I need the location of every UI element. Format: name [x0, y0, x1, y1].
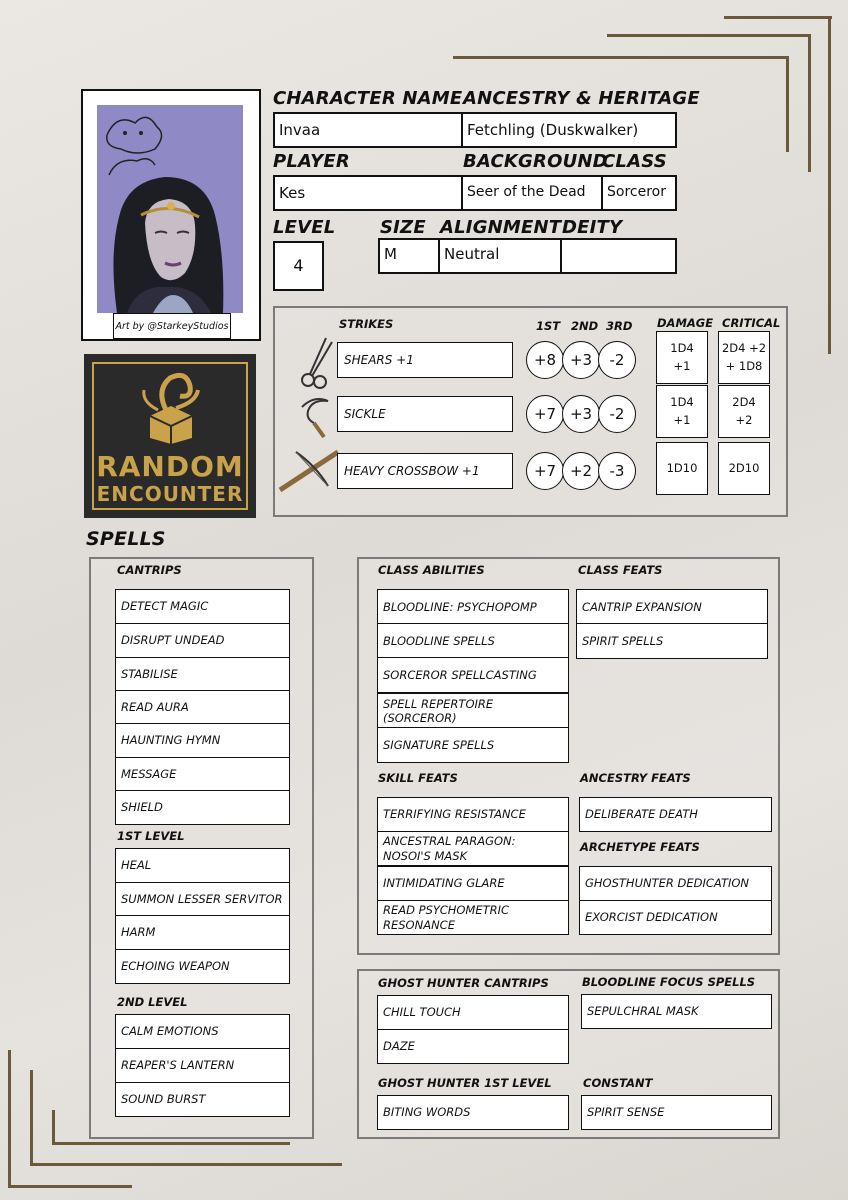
portrait-image — [97, 105, 243, 313]
gh-cantrip-cell[interactable]: CHILL TOUCH — [377, 995, 569, 1030]
background-label: BACKGROUND — [463, 151, 608, 172]
alignment-label: ALIGNMENT — [440, 217, 562, 238]
level2-spell-cell[interactable]: REAPER'S LANTERN — [115, 1048, 290, 1083]
bloodline-focus-cell[interactable]: SEPULCHRAL MASK — [581, 994, 772, 1029]
frame-line — [453, 56, 789, 59]
level-value: 4 — [293, 256, 304, 275]
class-ability-cell[interactable]: SPELL REPERTOIRE (SORCEROR) — [377, 693, 569, 729]
ancestry-feats-label: ANCESTRY FEATS — [580, 771, 691, 785]
critical-box-line1: 2D10 — [728, 460, 760, 475]
character-name-label: CHARACTER NAME — [273, 88, 463, 109]
sickle-icon — [294, 393, 340, 439]
frame-line — [52, 1110, 55, 1145]
damage-box-text — [667, 460, 698, 477]
frame-line — [52, 1142, 290, 1145]
level1-spell-cell[interactable]: SUMMON LESSER SERVITOR — [115, 882, 290, 917]
size-value: M — [384, 245, 397, 263]
bloodline-focus-label: BLOODLINE FOCUS SPELLS — [582, 975, 756, 989]
player-value: Kes — [279, 184, 306, 202]
portrait-credit: Art by @StarkeyStudios — [113, 313, 231, 339]
skill-feat-cell[interactable]: READ PSYCHOMETRIC RESONANCE — [377, 900, 569, 935]
class-ability-cell[interactable]: BLOODLINE SPELLS — [377, 623, 569, 659]
level1-spell-cell[interactable]: HARM — [115, 915, 290, 950]
critical-box-line2: + 1D8 — [725, 358, 763, 373]
character-name-value: Invaa — [279, 121, 321, 139]
cantrip-spell-cell[interactable]: DETECT MAGIC — [115, 589, 290, 624]
class-feats-label: CLASS FEATS — [578, 563, 663, 577]
critical-box[interactable] — [718, 442, 770, 495]
spells-title: SPELLS — [86, 528, 166, 550]
frame-line — [8, 1185, 132, 1188]
cantrip-spell-cell[interactable]: STABILISE — [115, 657, 290, 692]
ancestry-field[interactable] — [461, 112, 677, 148]
skill-feat-cell[interactable]: TERRIFYING RESISTANCE — [377, 797, 569, 832]
frame-line — [607, 34, 811, 37]
critical-box-line1: 2D4 — [732, 395, 756, 410]
tentacle-box-icon — [136, 372, 206, 444]
skill-feats-label: SKILL FEATS — [378, 771, 458, 785]
col-3rd-label: 3RD — [606, 319, 633, 333]
level2-label: 2ND LEVEL — [117, 995, 188, 1009]
ancestry-feat-cell[interactable]: DELIBERATE DEATH — [579, 797, 772, 832]
frame-line — [724, 16, 832, 19]
attack-bonus-second[interactable]: +2 — [562, 452, 600, 490]
class-ability-cell[interactable]: SORCEROR SPELLCASTING — [377, 657, 569, 693]
ancestry-value: Fetchling (Duskwalker) — [467, 121, 639, 139]
damage-box[interactable] — [656, 442, 708, 495]
damage-box[interactable] — [656, 385, 708, 438]
frame-line — [8, 1050, 11, 1188]
cantrip-spell-cell[interactable]: HAUNTING HYMN — [115, 723, 290, 758]
damage-box-line2: +1 — [673, 412, 691, 427]
damage-box-line1: 1D4 — [670, 395, 694, 410]
critical-box-line2: +2 — [735, 412, 753, 427]
critical-box[interactable] — [718, 385, 770, 438]
size-label: SIZE — [380, 217, 426, 238]
player-field[interactable] — [273, 175, 463, 211]
class-abilities-label: CLASS ABILITIES — [378, 563, 485, 577]
class-label: CLASS — [602, 151, 667, 172]
cantrip-spell-cell[interactable]: SHIELD — [115, 790, 290, 825]
gh-cantrips-label: GHOST HUNTER CANTRIPS — [378, 976, 549, 990]
random-encounter-logo — [84, 354, 256, 518]
level-label: LEVEL — [273, 217, 336, 238]
attack-bonus-second[interactable]: +3 — [562, 341, 600, 379]
level1-spell-cell[interactable]: HEAL — [115, 848, 290, 883]
background-field[interactable] — [461, 175, 603, 211]
critical-box-text — [732, 394, 756, 429]
background-value: Seer of the Dead — [467, 184, 586, 200]
archetype-feat-cell[interactable]: GHOSTHUNTER DEDICATION — [579, 866, 772, 901]
cantrip-spell-cell[interactable]: DISRUPT UNDEAD — [115, 623, 290, 658]
cantrips-label: CANTRIPS — [117, 563, 182, 577]
level2-spell-cell[interactable]: SOUND BURST — [115, 1082, 290, 1117]
damage-box-line1: 1D4 — [670, 341, 694, 356]
class-ability-cell[interactable]: BLOODLINE: PSYCHOPOMP — [377, 589, 569, 625]
frame-line — [30, 1070, 33, 1166]
ancestry-label: ANCESTRY & HERITAGE — [463, 88, 700, 109]
constant-label: CONSTANT — [583, 1076, 653, 1090]
col-damage-label: DAMAGE — [657, 316, 714, 330]
col-critical-label: CRITICAL — [722, 316, 781, 330]
attack-bonus-first[interactable]: +8 — [526, 341, 564, 379]
attack-bonus-third[interactable]: -2 — [598, 341, 636, 379]
gh-level1-label: GHOST HUNTER 1ST LEVEL — [378, 1076, 552, 1090]
archetype-feats-label: ARCHETYPE FEATS — [580, 840, 700, 854]
deity-field[interactable] — [560, 238, 677, 274]
class-field[interactable] — [601, 175, 677, 211]
cantrip-spell-cell[interactable]: MESSAGE — [115, 757, 290, 792]
level2-spell-cell[interactable]: CALM EMOTIONS — [115, 1014, 290, 1049]
size-field[interactable] — [378, 238, 440, 274]
damage-box-text — [670, 394, 694, 429]
frame-line — [786, 56, 789, 152]
class-feat-cell[interactable]: SPIRIT SPELLS — [576, 623, 768, 659]
class-feat-cell[interactable]: CANTRIP EXPANSION — [576, 589, 768, 625]
crossbow-icon — [276, 446, 342, 494]
level1-spell-cell[interactable]: ECHOING WEAPON — [115, 949, 290, 984]
portrait-frame — [81, 89, 261, 341]
cantrip-spell-cell[interactable]: READ AURA — [115, 690, 290, 725]
critical-box-text — [722, 340, 766, 375]
frame-line — [808, 34, 811, 172]
attack-bonus-third[interactable]: -2 — [598, 395, 636, 433]
col-1st-label: 1ST — [536, 319, 561, 333]
critical-box-line1: 2D4 +2 — [721, 341, 767, 356]
gh-level1-cell[interactable]: BITING WORDS — [377, 1095, 569, 1130]
skill-feat-cell[interactable]: ANCESTRAL PARAGON: NOSOI'S MASK — [377, 831, 569, 866]
frame-line — [30, 1163, 342, 1166]
damage-box-line1: 1D10 — [666, 460, 698, 475]
frame-line — [828, 16, 831, 354]
critical-box[interactable] — [718, 331, 770, 384]
col-2nd-label: 2ND — [571, 319, 599, 333]
level1-label: 1ST LEVEL — [117, 829, 185, 843]
alignment-field[interactable] — [438, 238, 562, 274]
attack-bonus-first[interactable]: +7 — [526, 452, 564, 490]
attack-bonus-third[interactable]: -3 — [598, 452, 636, 490]
shears-icon — [296, 334, 340, 390]
strike-name-field[interactable]: SICKLE — [337, 396, 513, 432]
logo-text-encounter: ENCOUNTER — [96, 482, 244, 506]
character-name-field[interactable] — [273, 112, 463, 148]
level-field[interactable] — [273, 241, 324, 291]
strikes-label: STRIKES — [339, 317, 394, 331]
player-label: PLAYER — [273, 151, 350, 172]
deity-label: DEITY — [562, 217, 623, 238]
critical-box-text — [729, 460, 760, 477]
strike-name-field[interactable]: SHEARS +1 — [337, 342, 513, 378]
constant-spell-cell[interactable]: SPIRIT SENSE — [581, 1095, 772, 1130]
skill-feat-cell[interactable]: INTIMIDATING GLARE — [377, 866, 569, 901]
character-portrait-icon — [97, 105, 243, 313]
strike-name-field[interactable]: HEAVY CROSSBOW +1 — [337, 453, 513, 489]
class-value: Sorceror — [607, 184, 666, 200]
logo-text-random: RANDOM — [96, 450, 244, 483]
damage-box-text — [670, 340, 694, 375]
archetype-feat-cell[interactable]: EXORCIST DEDICATION — [579, 900, 772, 935]
attack-bonus-first[interactable]: +7 — [526, 395, 564, 433]
gh-cantrip-cell[interactable]: DAZE — [377, 1029, 569, 1064]
damage-box[interactable] — [656, 331, 708, 384]
class-ability-cell[interactable]: SIGNATURE SPELLS — [377, 727, 569, 763]
damage-box-line2: +1 — [673, 358, 691, 373]
deity-value — [562, 240, 675, 247]
attack-bonus-second[interactable]: +3 — [562, 395, 600, 433]
alignment-value: Neutral — [444, 245, 500, 263]
